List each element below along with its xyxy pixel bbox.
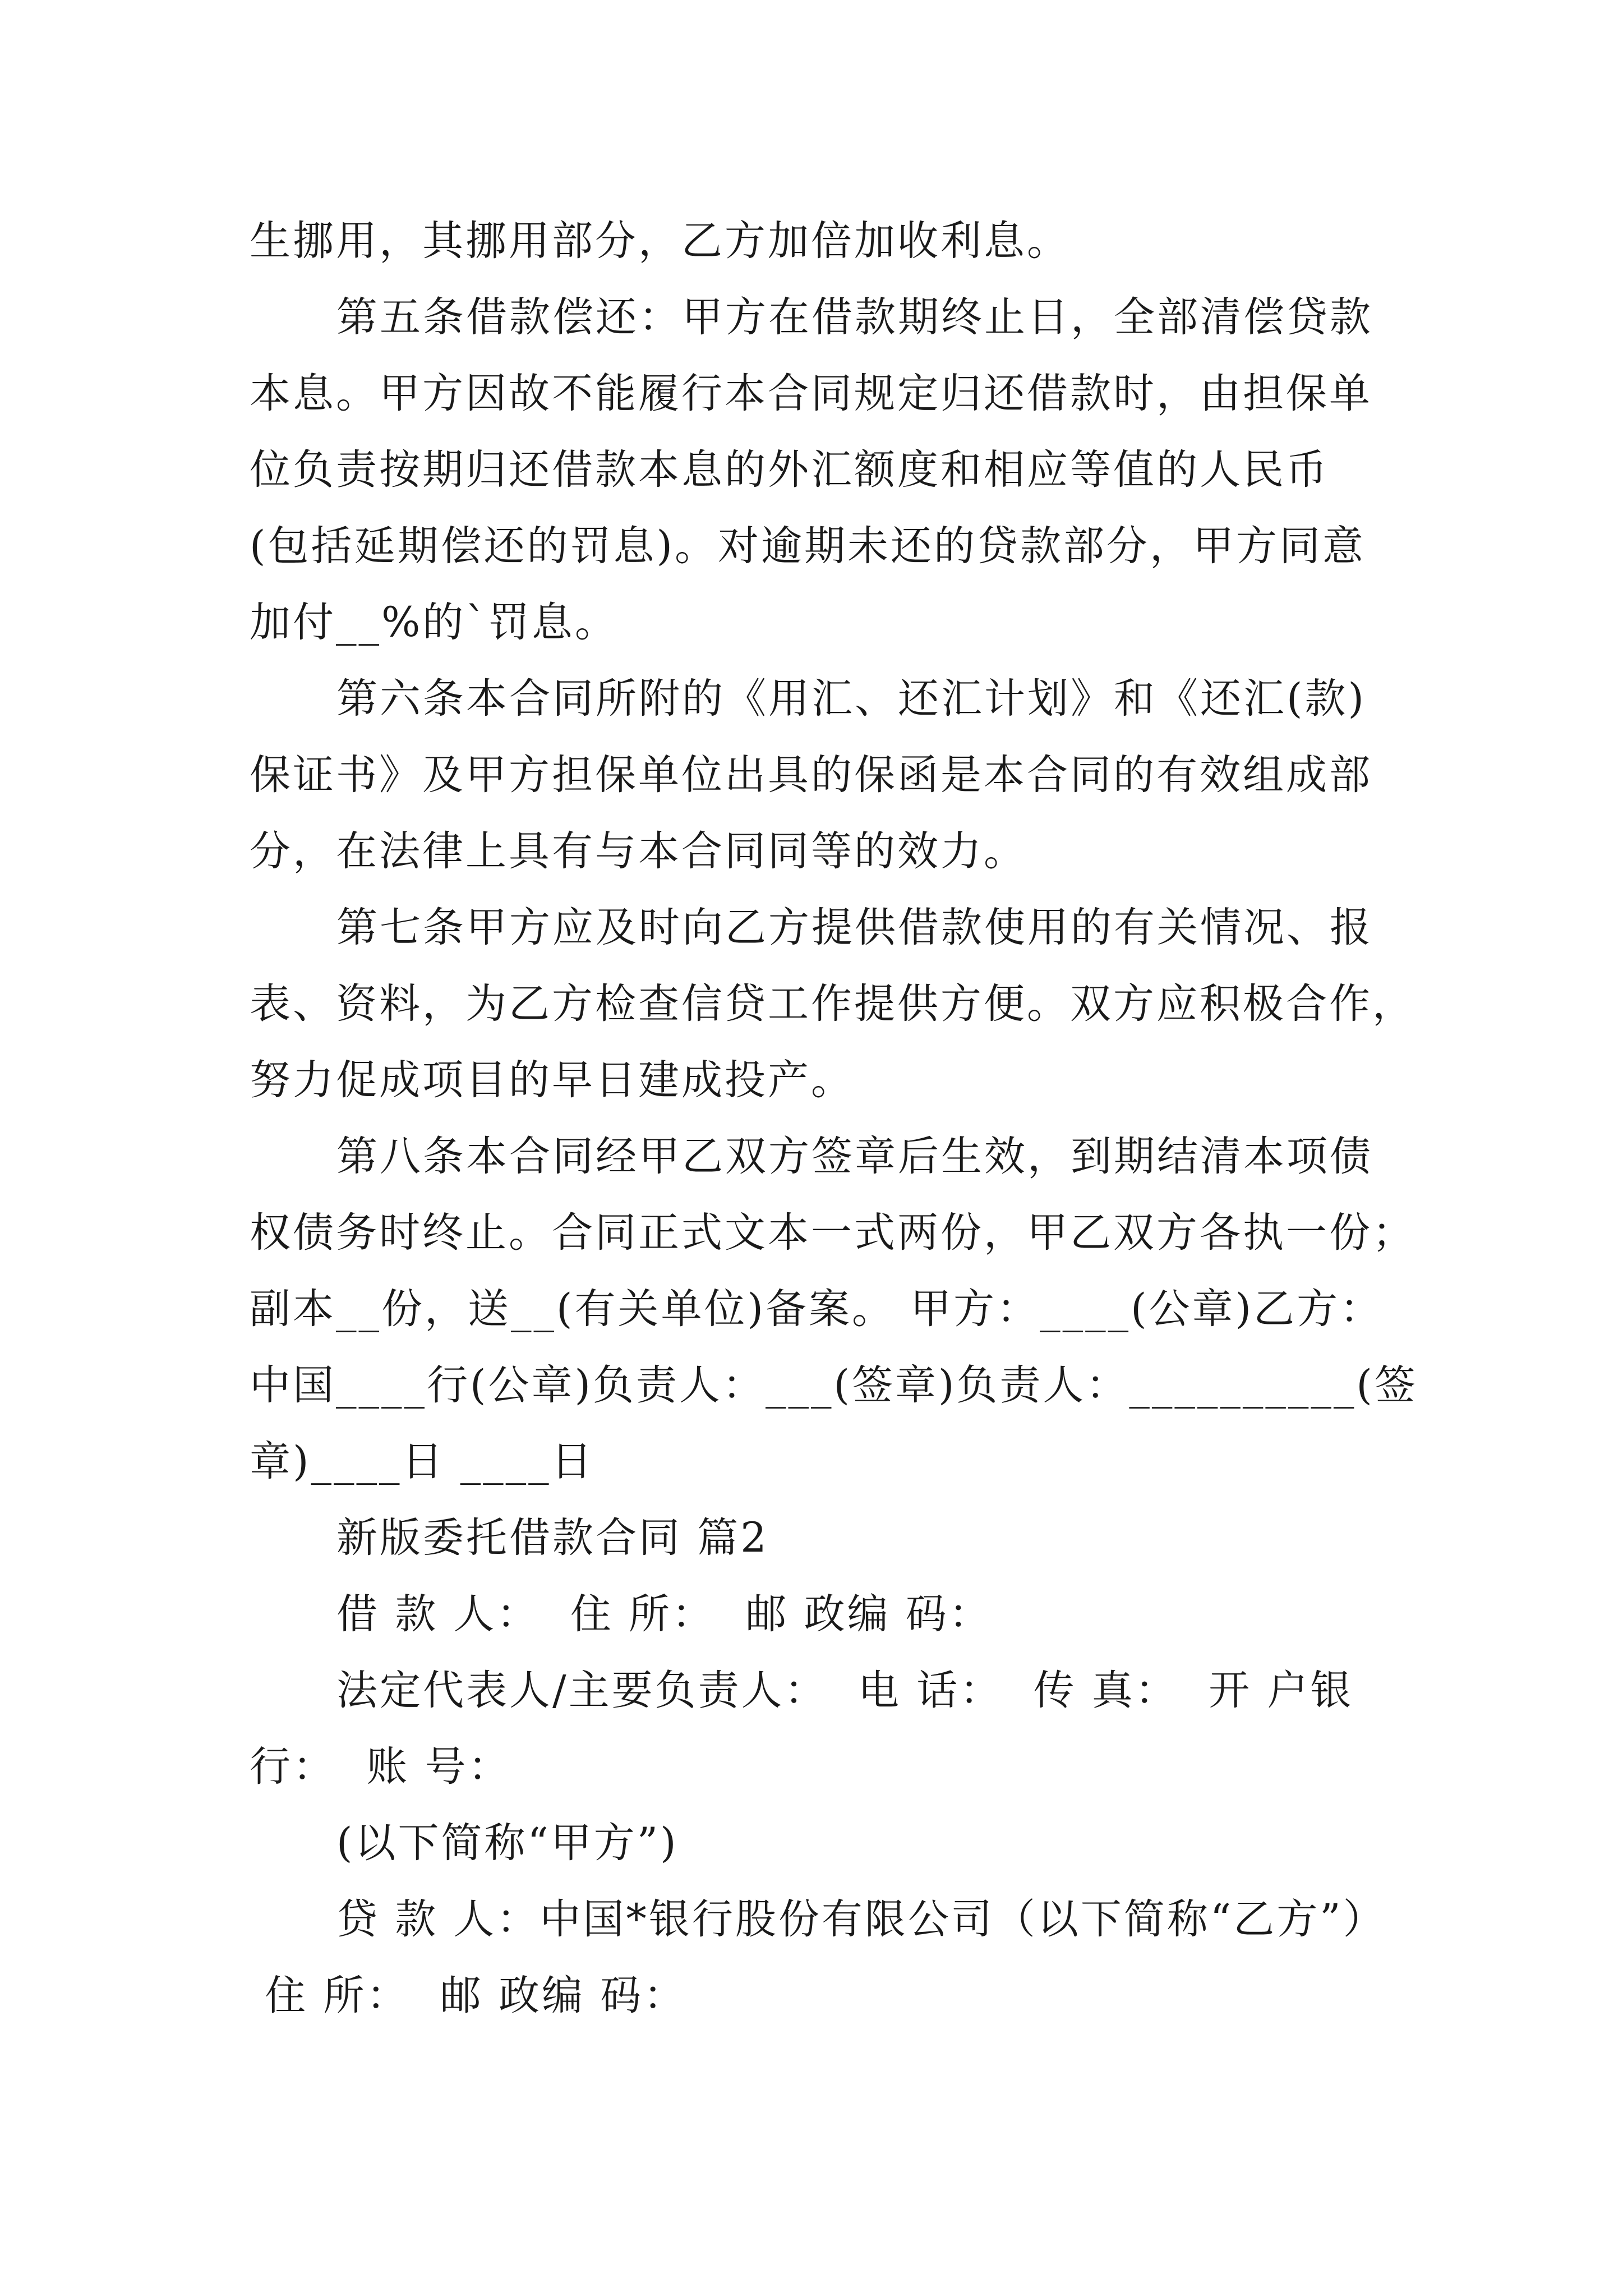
text-line: 法定代表人/主要负责人： 电 话： 传 真： 开 户银 (336, 1667, 1354, 1714)
text-line: 分，在法律上具有与本合同同等的效力。 (250, 827, 1027, 875)
text-line: 副本__份，送__(有关单位)备案。 甲方：____(公章)乙方： (250, 1285, 1384, 1333)
text-line: 章)____日 ____日 (250, 1438, 594, 1485)
text-line: 表、资料，为乙方检查信贷工作提供方便。双方应积极合作， (250, 980, 1415, 1028)
text-line: 保证书》及甲方担保单位出具的保函是本合同的有效组成部 (250, 751, 1372, 799)
text-line: (包括延期偿还的罚息)。对逾期未还的贷款部分，甲方同意 (250, 522, 1366, 570)
text-line: 住 所： 邮 政编 码： (250, 1972, 687, 2019)
text-line: 第六条本合同所附的《用汇、还汇计划》和《还汇(款) (336, 675, 1366, 723)
text-line: 第八条本合同经甲乙双方签章后生效，到期结清本项债 (336, 1133, 1373, 1180)
text-line: 生挪用，其挪用部分，乙方加倍加收利息。 (250, 217, 1070, 265)
text-line: 贷 款 人：中国*银行股份有限公司（以下简称“乙方”） (336, 1895, 1386, 1943)
text-line: 借 款 人： 住 所： 邮 政编 码： (336, 1590, 992, 1638)
text-line: 第五条借款偿还：甲方在借款期终止日，全部清偿贷款 (336, 293, 1373, 341)
text-line: 行： 账 号： (250, 1743, 511, 1791)
text-line: 中国____行(公章)负责人：___(签章)负责人：__________(签 (250, 1361, 1418, 1409)
section-heading: 新版委托借款合同 篇2 (336, 1514, 769, 1562)
text-line: 位负责按期归还借款本息的外汇额度和相应等值的人民币 (250, 446, 1329, 494)
text-line: 本息。甲方因故不能履行本合同规定归还借款时，由担保单 (250, 370, 1372, 417)
text-line: 努力促成项目的早日建成投产。 (250, 1056, 854, 1104)
text-line: 权债务时终止。合同正式文本一式两份，甲乙双方各执一份； (250, 1209, 1415, 1257)
text-line: (以下简称“甲方”) (336, 1819, 679, 1867)
text-line: 第七条甲方应及时向乙方提供借款使用的有关情况、报 (336, 904, 1373, 951)
text-line: 加付__%的`罚息。 (250, 599, 618, 646)
